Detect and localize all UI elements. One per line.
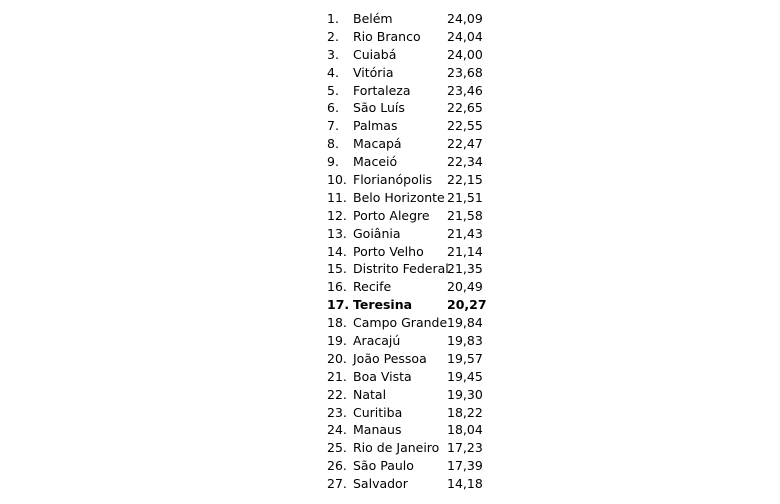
city-name: Manaus	[353, 422, 402, 438]
list-item	[327, 350, 507, 368]
city-name: Teresina	[353, 297, 413, 313]
rank-number: 16.	[327, 279, 347, 295]
list-item	[327, 135, 507, 153]
list-item	[327, 82, 507, 100]
rank-number: 20.	[327, 350, 347, 366]
list-item	[327, 278, 507, 296]
city-value: 18,22	[447, 404, 483, 420]
rank-number: 5.	[327, 82, 339, 98]
rank-number: 14.	[327, 243, 347, 259]
list-item	[327, 260, 507, 278]
city-name: São Luís	[353, 100, 405, 116]
city-value: 17,23	[447, 440, 483, 456]
city-name: Cuiabá	[353, 46, 397, 62]
list-item	[327, 386, 507, 404]
city-name: Curitiba	[353, 404, 403, 420]
city-value: 19,57	[447, 350, 483, 366]
city-value: 24,09	[447, 11, 483, 26]
city-value: 21,51	[447, 189, 483, 205]
rank-number: 12.	[327, 207, 347, 223]
list-item	[327, 46, 507, 64]
rank-number: 9.	[327, 154, 339, 170]
rank-number: 18.	[327, 315, 347, 331]
city-name: Porto Velho	[353, 243, 424, 259]
city-value: 22,47	[447, 136, 483, 152]
city-name: Palmas	[353, 118, 398, 134]
city-value: 19,84	[447, 315, 483, 331]
rank-number: 11.	[327, 189, 347, 205]
rank-number: 22.	[327, 386, 347, 402]
city-name: Natal	[353, 386, 387, 402]
list-item	[327, 225, 507, 243]
city-name: João Pessoa	[353, 350, 427, 366]
city-value: 18,04	[447, 422, 483, 438]
list-item	[327, 475, 507, 493]
list-item	[327, 99, 507, 117]
list-item	[327, 64, 507, 82]
list-item	[327, 421, 507, 439]
city-value: 14,18	[447, 476, 483, 492]
city-name: Boa Vista	[353, 368, 412, 384]
city-value: 20,49	[447, 279, 483, 295]
rank-number: 6.	[327, 100, 339, 116]
city-name: Campo Grande	[353, 315, 448, 331]
highlighted-list-item	[327, 296, 507, 314]
city-value: 21,35	[447, 261, 483, 277]
city-name: São Paulo	[353, 458, 414, 474]
list-item	[327, 28, 507, 46]
city-value: 22,65	[447, 100, 483, 116]
city-name: Rio de Janeiro	[353, 440, 440, 456]
rank-number: 2.	[327, 28, 339, 44]
city-value: 23,46	[447, 82, 483, 98]
list-item	[327, 314, 507, 332]
city-value: 24,00	[447, 46, 483, 62]
city-name: Belém	[353, 11, 393, 26]
city-value: 20,27	[447, 297, 487, 313]
rank-number: 27.	[327, 476, 347, 492]
list-item	[327, 243, 507, 261]
rank-number: 4.	[327, 64, 339, 80]
rank-number: 13.	[327, 225, 347, 241]
list-item	[327, 439, 507, 457]
city-name: Recife	[353, 279, 392, 295]
city-value: 24,04	[447, 28, 483, 44]
city-value: 22,15	[447, 172, 483, 188]
rank-number: 26.	[327, 458, 347, 474]
rank-number: 17.	[327, 297, 350, 313]
list-item	[327, 207, 507, 225]
list-item	[327, 332, 507, 350]
list-item	[327, 171, 507, 189]
rank-number: 8.	[327, 136, 339, 152]
city-value: 22,55	[447, 118, 483, 134]
city-value: 21,43	[447, 225, 483, 241]
rank-number: 25.	[327, 440, 347, 456]
rank-number: 23.	[327, 404, 347, 420]
city-name: Florianópolis	[353, 172, 433, 188]
city-name: Fortaleza	[353, 82, 411, 98]
city-value: 23,68	[447, 64, 483, 80]
city-name: Salvador	[353, 476, 408, 492]
city-name: Maceió	[353, 154, 398, 170]
city-value: 19,45	[447, 368, 483, 384]
rank-number: 7.	[327, 118, 339, 134]
ranking-list	[327, 10, 507, 493]
rank-number: 24.	[327, 422, 347, 438]
city-name: Vitória	[353, 64, 394, 80]
city-value: 19,83	[447, 333, 483, 349]
list-item	[327, 457, 507, 475]
list-item	[327, 189, 507, 207]
city-name: Aracajú	[353, 333, 401, 349]
city-name: Distrito Federal	[353, 261, 449, 277]
list-item	[327, 404, 507, 422]
city-value: 21,14	[447, 243, 483, 259]
city-name: Porto Alegre	[353, 207, 430, 223]
rank-number: 15.	[327, 261, 347, 277]
list-item	[327, 117, 507, 135]
city-name: Macapá	[353, 136, 402, 152]
city-name: Rio Branco	[353, 28, 421, 44]
rank-number: 19.	[327, 333, 347, 349]
city-value: 21,58	[447, 207, 483, 223]
list-item	[327, 10, 507, 28]
city-value: 19,30	[447, 386, 483, 402]
city-value: 17,39	[447, 458, 483, 474]
city-value: 22,34	[447, 154, 483, 170]
city-name: Belo Horizonte	[353, 189, 445, 205]
rank-number: 1.	[327, 11, 339, 26]
list-item	[327, 153, 507, 171]
rank-number: 3.	[327, 46, 339, 62]
list-item	[327, 368, 507, 386]
rank-number: 10.	[327, 172, 347, 188]
city-name: Goiânia	[353, 225, 401, 241]
rank-number: 21.	[327, 368, 347, 384]
